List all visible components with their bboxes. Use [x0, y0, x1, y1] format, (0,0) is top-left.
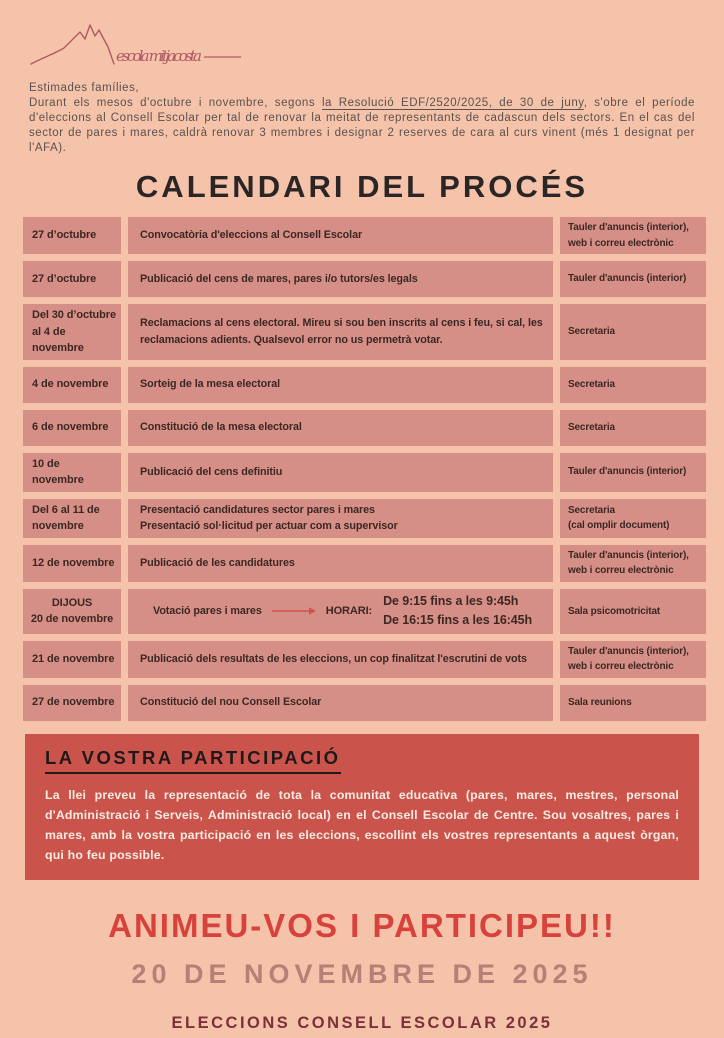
- date-line: novembre: [32, 474, 84, 486]
- date-line: 12 de novembre: [32, 557, 115, 570]
- description-cell: [128, 304, 553, 360]
- location-cell: [560, 685, 706, 721]
- location-cell: [560, 367, 706, 403]
- location-line: Sala reunions: [568, 696, 632, 708]
- page-title: CALENDARI DEL PROCÉS: [135, 169, 589, 204]
- location-line: Sala psicomotricitat: [568, 605, 661, 617]
- table-row: [23, 641, 706, 678]
- location-cell: [560, 453, 706, 492]
- description-line: Publicació dels resultats de les eleccions, un cop finalitzat l'escrutini de vots: [140, 652, 527, 665]
- date-line: 6 de novembre: [32, 421, 109, 434]
- date-line: DIJOUS: [51, 596, 93, 609]
- location-line: Tauler d'anuncis (interior): [568, 466, 687, 478]
- mountain-logo-icon: [28, 14, 243, 72]
- date-cell: [23, 641, 121, 678]
- participation-box: [25, 734, 699, 880]
- date-cell: [23, 685, 121, 721]
- description-cell: [128, 545, 553, 582]
- horari-label: HORARI:: [325, 604, 373, 617]
- participation-body: La llei preveu la representació de tota la comunitat educativa (pares, mares, mestres, personal d'Administració i Serveis, Administració local) en el Consell Escolar de Centre. Sou vosaltres, pares i mares, amb la vostra participació en les eleccions, escollint els vostres representants a aquest òrgan, qui ho feu possible.: [45, 787, 679, 862]
- location-line: Tauler d'anuncis (interior),: [568, 645, 689, 657]
- location-line: Secretaria: [568, 378, 615, 390]
- greeting-text: Estimades famílies,: [29, 82, 140, 94]
- date-cell: [23, 453, 121, 492]
- description-cell: [128, 453, 553, 492]
- cta-text: ANIMEU-VOS I PARTICIPEU!!: [108, 906, 616, 944]
- location-line: Secretaria: [568, 504, 615, 516]
- location-line: (cal omplir document): [568, 520, 670, 532]
- description-line: Presentació sol·licitud per actuar com a supervisor: [140, 520, 398, 533]
- date-line: 20 de novembre: [30, 613, 114, 626]
- table-row: [23, 367, 706, 403]
- description-line: Publicació del cens de mares, pares i/o tutors/es legals: [140, 272, 418, 285]
- location-cell: [560, 410, 706, 446]
- intro-paragraph: [29, 96, 695, 156]
- table-row: [23, 410, 706, 446]
- resolution-link[interactable]: la Resolució EDF/2520/2025, de 30 de juny: [321, 97, 584, 109]
- description-cell: [128, 410, 553, 446]
- date-line: Del 6 al 11 de: [32, 503, 100, 516]
- location-cell: [560, 499, 706, 538]
- arrow-right-icon: [271, 606, 317, 616]
- votacio-label: Votació pares i mares: [153, 604, 262, 617]
- date-line: al 4 de novembre: [32, 325, 84, 354]
- date-line: 27 d’octubre: [32, 272, 97, 285]
- location-line: Tauler d'anuncis (interior),: [568, 222, 689, 233]
- location-line: Secretaria: [568, 421, 615, 433]
- date-cell: [23, 410, 121, 446]
- date-cell: [23, 499, 121, 538]
- date-line: 4 de novembre: [32, 378, 109, 391]
- description-line: Reclamacions al cens electoral. Mireu si sou ben inscrits al cens i feu, si cal, les reclamacions adients. Qualsevol error no us permetrà votar.: [140, 317, 543, 346]
- intro-post: , s'obre el període d'eleccions al Consell Escolar per tal de renovar la meitat de representants de cadascun dels sectors. En el cas del sector de pares i mares, caldrà renovar 3 membres i designar 2 reserves de cara al curs vinent (més 1 designat per l'AFA).: [29, 97, 695, 154]
- event-date: 20 DE NOVEMBRE DE 2025: [131, 958, 593, 989]
- location-line: Tauler d'anuncis (interior): [568, 273, 687, 285]
- description-line: Constitució de la mesa electoral: [140, 421, 302, 434]
- location-cell: [560, 641, 706, 678]
- description-cell: [128, 367, 553, 403]
- date-line: 10 de: [32, 457, 60, 470]
- date-cell: [23, 545, 121, 582]
- date-line: 27 de novembre: [32, 696, 115, 709]
- date-line: novembre: [32, 520, 84, 533]
- description-cell: [128, 685, 553, 721]
- description-cell: [128, 641, 553, 678]
- table-row: [23, 685, 706, 721]
- location-cell: [560, 589, 706, 634]
- time-range: De 16:15 fins a les 16:45h: [383, 613, 532, 628]
- location-line: web i correu electrònic: [568, 565, 674, 577]
- table-row: [23, 499, 706, 538]
- description-cell: [128, 217, 553, 254]
- description-line: Presentació candidatures sector pares i mares: [140, 503, 375, 516]
- table-row: [23, 261, 706, 297]
- date-cell: [23, 261, 121, 297]
- date-line: 21 de novembre: [32, 652, 115, 665]
- location-cell: [560, 545, 706, 582]
- table-row: [23, 545, 706, 582]
- description-line: Sorteig de la mesa electoral: [140, 378, 281, 391]
- description-cell: [128, 589, 553, 634]
- table-row: [23, 453, 706, 492]
- time-range: De 9:15 fins a les 9:45h: [383, 593, 519, 608]
- logo-script-text: escola mitjacosta: [116, 47, 202, 65]
- description-cell: [128, 261, 553, 297]
- date-line: 27 d’octubre: [32, 229, 97, 242]
- description-line: Constitució del nou Consell Escolar: [140, 696, 322, 709]
- date-cell: [23, 217, 121, 254]
- date-line: Del 30 d’octubre: [32, 309, 116, 321]
- school-logo: [28, 14, 724, 77]
- poster-page: [0, 14, 724, 1038]
- description-line: Publicació de les candidatures: [140, 557, 295, 570]
- calendar-table: [23, 217, 706, 721]
- location-cell: [560, 304, 706, 360]
- intro-pre: Durant els mesos d'octubre i novembre, segons: [29, 97, 322, 109]
- table-row: [23, 304, 706, 360]
- location-cell: [560, 261, 706, 297]
- date-cell: [23, 367, 121, 403]
- description-line: Convocatòria d'eleccions al Consell Escolar: [140, 229, 363, 242]
- description-line: Publicació del cens definitiu: [140, 465, 283, 478]
- location-line: web i correu electrònic: [568, 661, 674, 673]
- event-title: ELECCIONS CONSELL ESCOLAR 2025: [171, 1013, 553, 1032]
- participation-heading: LA VOSTRA PARTICIPACIÓ: [45, 747, 341, 774]
- table-row: [23, 589, 706, 634]
- location-line: Secretaria: [568, 326, 615, 337]
- date-cell: [23, 589, 121, 634]
- location-line: Tauler d'anuncis (interior),: [568, 549, 689, 561]
- location-cell: [560, 217, 706, 254]
- table-row: [23, 217, 706, 254]
- location-line: web i correu electrònic: [568, 237, 674, 249]
- date-cell: [23, 304, 121, 360]
- voting-times: [383, 592, 532, 631]
- description-cell: [128, 499, 553, 538]
